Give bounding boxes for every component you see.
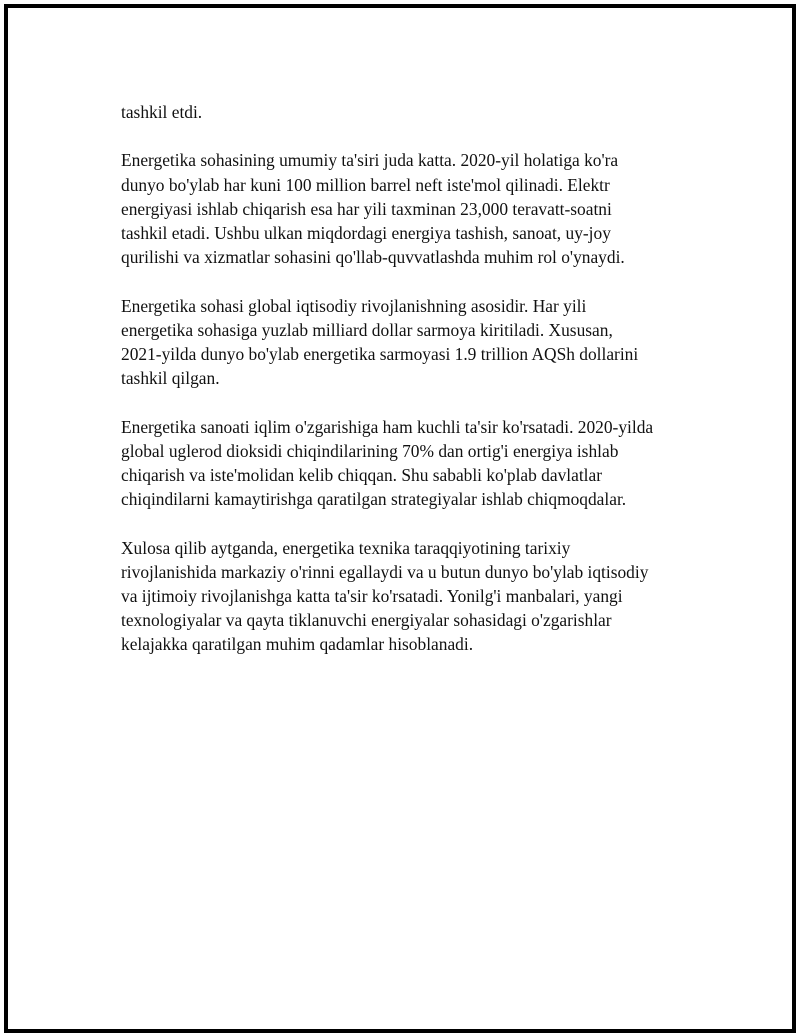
paragraph-5: Xulosa qilib aytganda, energetika texnika taraqqiyotining tarixiy rivojlanishida markaziy o'rinni egallaydi va u butun dunyo bo'ylab iqtisodiy va ijtimoiy rivojlanishga katta ta'sir ko'rsatadi. Yonilg'i manbalari, yangi texnologiyalar va qayta tiklanuvchi energiyalar sohasidagi o'zgarishlar kelajakka qaratilgan muhim qadamlar hisoblanadi. [121,537,649,655]
paragraph-2: Energetika sohasining umumiy ta'siri juda katta. 2020-yil holatiga ko'ra dunyo bo'ylab har kuni 100 million barrel neft iste'mol qilinadi. Elektr energiyasi ishlab chiqarish esa har yili taxminan 23,000 teravatt-soatni tashkil etadi. Ushbu ulkan miqdordagi energiya tashish, sanoat, uy-joy qurilishi va xizmatlar sohasini qo'llab-quvvatlashda muhim rol o'ynaydi. [121,150,625,268]
paragraph-1: tashkil etdi. [121,102,203,122]
page-frame [4,4,796,1033]
paragraph-4: Energetika sanoati iqlim o'zgarishiga ham kuchli ta'sir ko'rsatadi. 2020-yilda global uglerod dioksidi chiqindilarining 70% dan ortig'i energiya ishlab chiqarish va iste'molidan kelib chiqqan. Shu sababli ko'plab davlatlar chiqindilarni kamaytirishga qaratilgan strategiyalar ishlab chiqmoqdalar. [121,416,654,510]
page-content [121,100,706,681]
paragraph-3: Energetika sohasi global iqtisodiy rivojlanishning asosidir. Har yili energetika sohasiga yuzlab milliard dollar sarmoya kiritiladi. Xususan, 2021-yilda dunyo bo'ylab energetika sarmoyasi 1.9 trillion AQSh dollarini tashkil qilgan. [121,295,639,389]
